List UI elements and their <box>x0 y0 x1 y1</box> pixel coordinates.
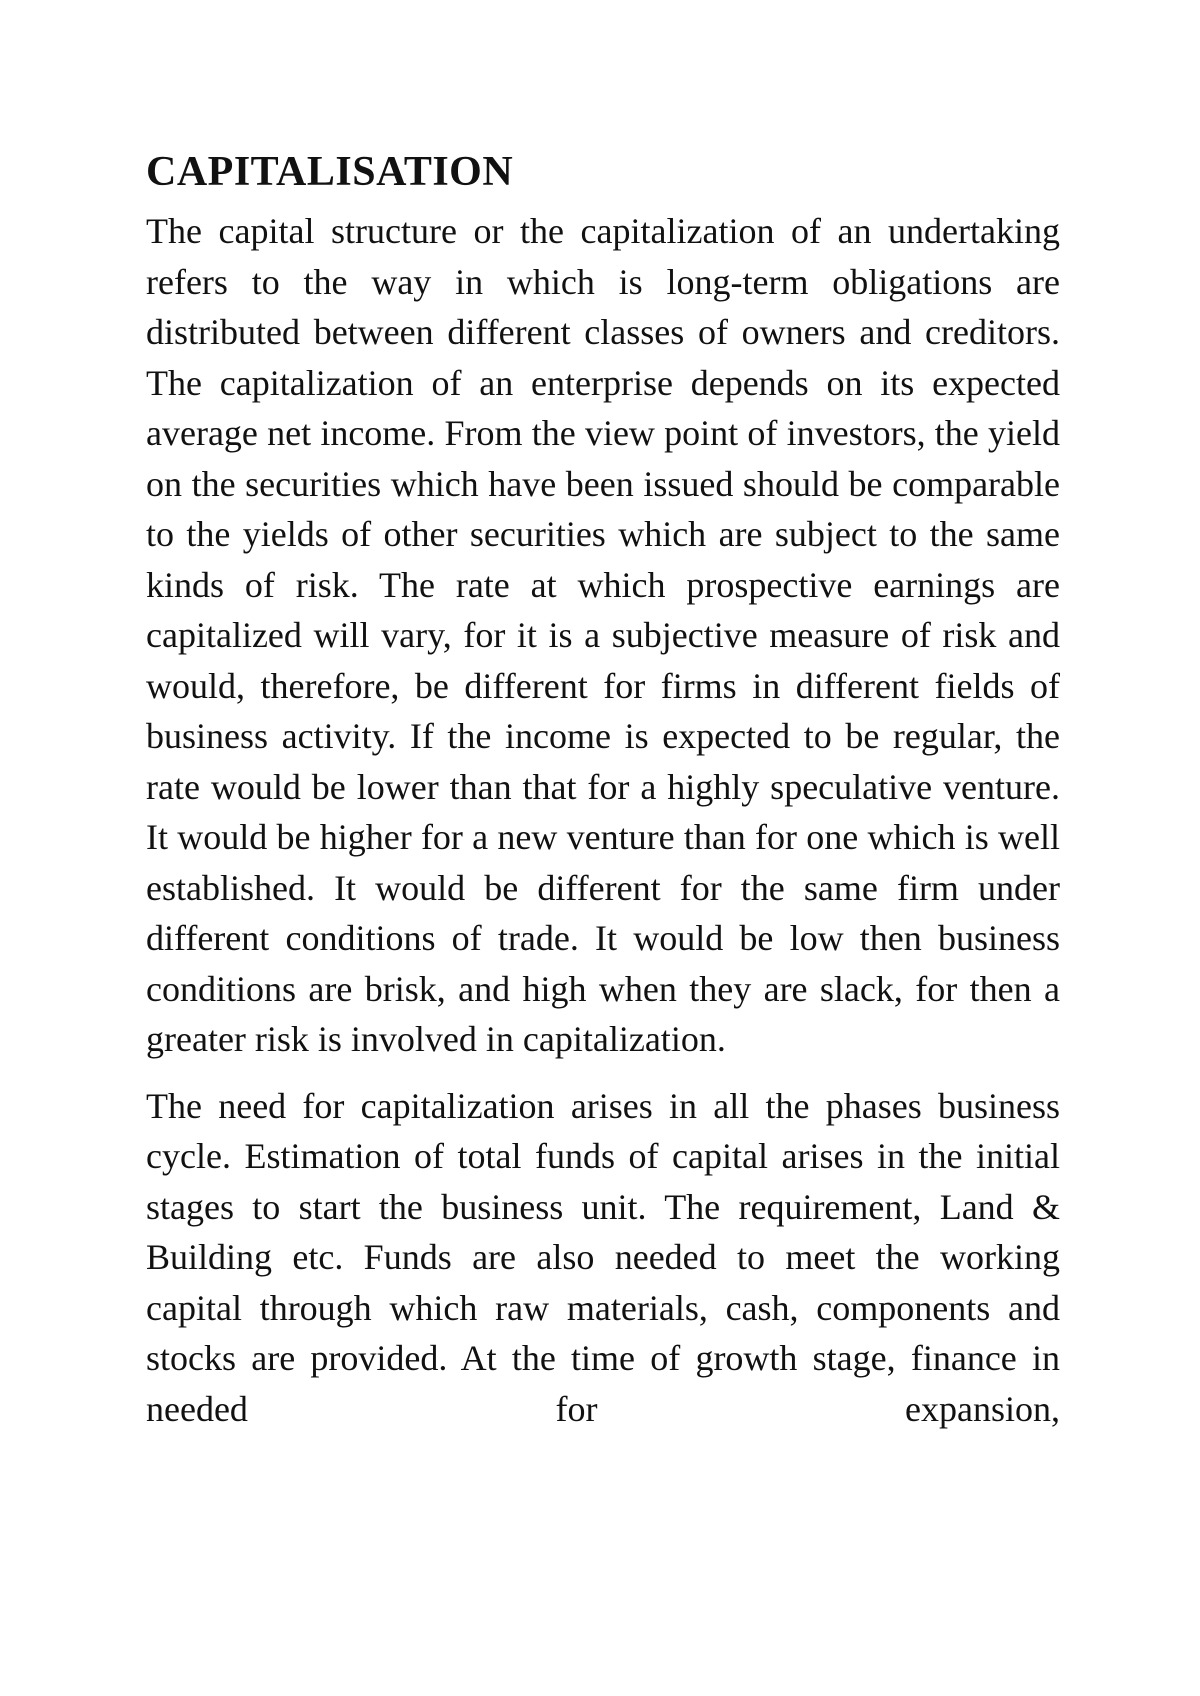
paragraph-2: The need for capitalization arises in all the phases business cycle. Estimation of total funds of capital arises in the initial stages to start the business unit. The requirement, Land & Building etc. Funds are also needed to meet the working capital through which raw materials, cash, components and stocks are provided. At the time of growth stage, finance in needed for expansion, <box>146 1085 1060 1429</box>
paragraph-1: The capital structure or the capitalization of an undertaking refers to the way in which is long-term obligations are distributed between different classes of owners and creditors. The capitalization of an enterprise depends on its expected average net income. From the view point of investors, the yield on the securities which have been issued should be comparable to the yields of other securities which are subject to the same kinds of risk. The rate at which prospective earnings are capitalized will vary, for it is a subjective measure of risk and would, therefore, be different for firms in different fields of business activity. If the income is expected to be regular, the rate would be lower than that for a highly speculative venture. It would be higher for a new venture than for one which is well established. It would be different for the same firm under different conditions of trade. It would be low then business conditions are brisk, and high when they are slack, for then a greater risk is involved in capitalization. <box>146 211 1060 1059</box>
document-title: CAPITALISATION <box>146 149 514 195</box>
document-page <box>146 146 1060 1450</box>
